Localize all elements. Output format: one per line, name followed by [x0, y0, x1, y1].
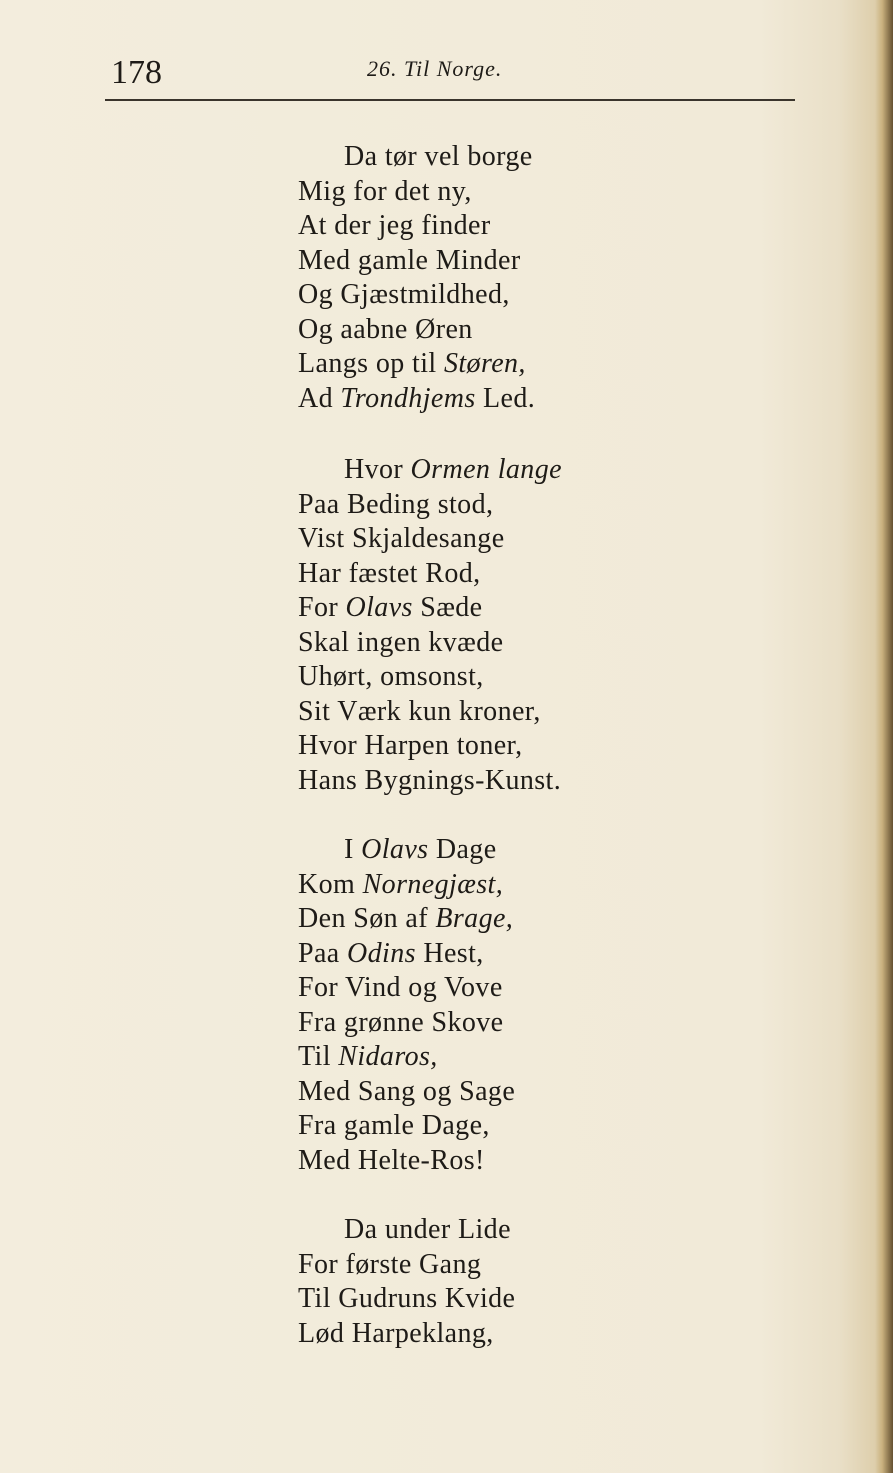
- poem-line: [298, 488, 562, 523]
- poem-line-text: Hvor: [344, 454, 411, 485]
- poem-line-italic-text: Trondhjems: [340, 382, 476, 414]
- poem-line-text: Med gamle Minder: [298, 244, 521, 276]
- poem-line-text: Fra grønne Skove: [298, 1006, 504, 1038]
- poem-line-italic-text: Olavs: [361, 834, 429, 865]
- poem-line-text: Har fæstet Rod,: [298, 557, 481, 589]
- poem-line: [298, 1144, 515, 1179]
- poem-line: [298, 1040, 515, 1075]
- page-number: 178: [111, 54, 162, 91]
- poem-line: [298, 591, 562, 626]
- poem-line: [298, 313, 535, 348]
- poem-line-text: Paa: [298, 937, 348, 969]
- poem-line: [298, 1109, 515, 1144]
- poem-line: [298, 209, 535, 244]
- poem-line: [298, 1282, 515, 1317]
- poem-line-text: Da tør vel borge: [344, 141, 533, 172]
- poem-line: [298, 382, 535, 417]
- poem-line-text: I: [344, 834, 362, 865]
- poem-line: [298, 695, 562, 730]
- poem-line-italic-text: Støren,: [443, 348, 526, 379]
- poem-line: [298, 937, 515, 972]
- poem-line-text: At der jeg finder: [298, 210, 491, 241]
- page-binding-edge: [875, 0, 893, 1473]
- poem-line-text: Dage: [428, 834, 497, 865]
- poem-line: [298, 278, 535, 313]
- poem-line: [298, 244, 535, 279]
- poem-line: [298, 1213, 515, 1248]
- poem-line-text: Sæde: [412, 592, 483, 623]
- page-header: [105, 48, 795, 100]
- poem-line-text: Hest,: [415, 937, 484, 969]
- poem-line-text: For: [298, 592, 346, 623]
- poem-line-text: Ad: [298, 382, 341, 414]
- poem-line: [298, 729, 562, 764]
- poem-line: [298, 175, 535, 210]
- poem-line-text: Uhørt, omsonst,: [298, 661, 484, 692]
- poem-line-text: Til: [298, 1041, 339, 1072]
- poem-line-text: Den Søn af: [298, 903, 436, 934]
- poem-line-text: Med Sang og Sage: [298, 1075, 516, 1107]
- poem-line-text: Hans Bygnings-Kunst.: [298, 764, 562, 796]
- poem-line: [298, 626, 562, 661]
- poem-stanza-2: [298, 453, 562, 798]
- poem-line-text: Led.: [475, 382, 536, 414]
- poem-line-italic-text: Ormen lange: [410, 454, 562, 485]
- poem-line-text: Lød Harpeklang,: [298, 1317, 494, 1349]
- poem-line-text: For Vind og Vove: [298, 972, 503, 1003]
- poem-line-text: Fra gamle Dage,: [298, 1110, 490, 1141]
- poem-line: [298, 1317, 515, 1352]
- poem-line-italic-text: Odins: [347, 937, 416, 969]
- poem-line-italic-text: Nornegjæst,: [362, 868, 504, 900]
- poem-line-italic-text: Brage,: [435, 903, 514, 934]
- poem-line-text: Vist Skjaldesange: [298, 523, 505, 554]
- poem-line: [298, 971, 515, 1006]
- poem-line: [298, 833, 515, 868]
- poem-stanza-4: [298, 1213, 515, 1351]
- poem-line-text: Skal ingen kvæde: [298, 626, 504, 658]
- poem-line-text: Langs op til: [298, 348, 444, 379]
- poem-line-text: For første Gang: [298, 1248, 482, 1280]
- poem-line-text: Hvor Harpen toner,: [298, 730, 523, 761]
- header-rule: [105, 99, 795, 101]
- poem-line: [298, 660, 562, 695]
- poem-line-text: Og Gjæstmildhed,: [298, 279, 510, 310]
- poem-line: [298, 453, 562, 488]
- poem-line-text: Sit Værk kun kroner,: [298, 695, 541, 727]
- poem-line-text: Med Helte-Ros!: [298, 1144, 485, 1176]
- poem-stanza-1: [298, 140, 535, 416]
- poem-line-italic-text: Nidaros,: [338, 1041, 438, 1072]
- poem-line: [298, 868, 515, 903]
- poem-line: [298, 1075, 515, 1110]
- poem-line: [298, 140, 535, 175]
- poem-line-text: Til Gudruns Kvide: [298, 1283, 516, 1314]
- poem-line-text: Kom: [298, 868, 363, 900]
- poem-line-text: Da under Lide: [344, 1214, 511, 1245]
- poem-stanza-3: [298, 833, 515, 1178]
- poem-line-italic-text: Olavs: [345, 592, 413, 623]
- poem-line: [298, 764, 562, 799]
- poem-line: [298, 557, 562, 592]
- poem-line-text: Mig for det ny,: [298, 175, 472, 207]
- poem-line: [298, 522, 562, 557]
- poem-line: [298, 1248, 515, 1283]
- poem-line: [298, 347, 535, 382]
- poem-line-text: Paa Beding stod,: [298, 488, 494, 520]
- running-title: 26. Til Norge.: [367, 56, 503, 81]
- poem-line: [298, 1006, 515, 1041]
- poem-line-text: Og aabne Øren: [298, 313, 473, 345]
- poem-line: [298, 902, 515, 937]
